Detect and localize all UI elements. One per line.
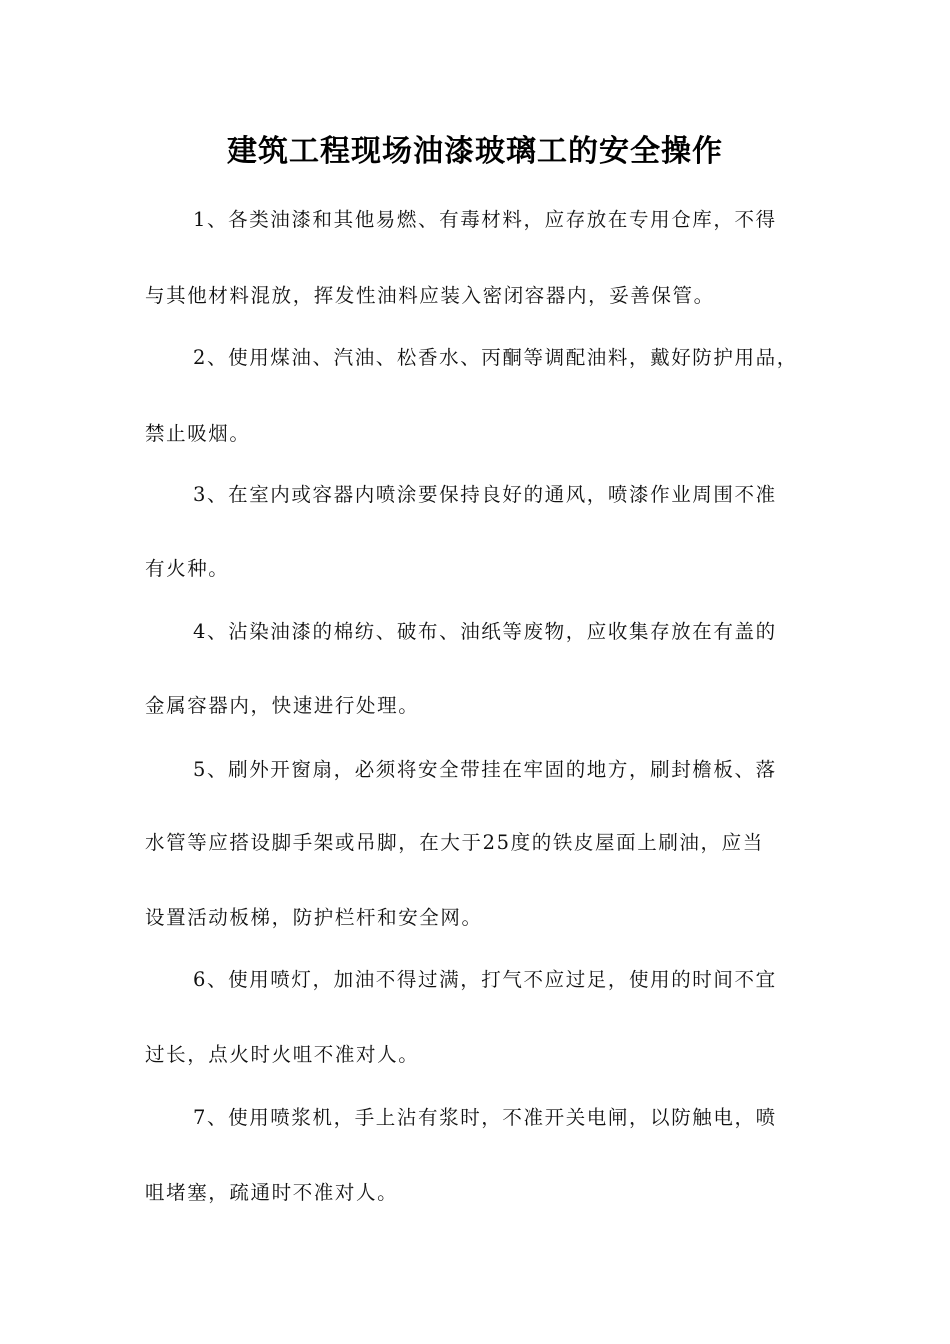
paragraph-1-line-2: 与其他材料混放，挥发性油料应装入密闭容器内，妥善保管。	[145, 284, 715, 307]
paragraph-1-line-1: 1、各类油漆和其他易燃、有毒材料，应存放在专用仓库，不得	[193, 208, 777, 231]
paragraph-3-line-1: 3、在室内或容器内喷涂要保持良好的通风，喷漆作业周围不准	[193, 483, 777, 506]
paragraph-5-line-2: 水管等应搭设脚手架或吊脚，在大于25度的铁皮屋面上刷油，应当	[145, 831, 764, 854]
paragraph-6-line-2: 过长，点火时火咀不准对人。	[145, 1043, 420, 1066]
paragraph-7-line-1: 7、使用喷浆机，手上沾有浆时，不准开关电闸，以防触电，喷	[193, 1106, 777, 1129]
document-title: 建筑工程现场油漆玻璃工的安全操作	[227, 134, 723, 169]
paragraph-5-line-3: 设置活动板梯，防护栏杆和安全网。	[145, 906, 483, 929]
paragraph-3-line-2: 有火种。	[145, 557, 230, 580]
paragraph-7-line-2: 咀堵塞，疏通时不准对人。	[145, 1181, 399, 1204]
paragraph-2-line-2: 禁止吸烟。	[145, 422, 251, 445]
paragraph-4-line-1: 4、沾染油漆的棉纺、破布、油纸等废物，应收集存放在有盖的	[193, 620, 777, 643]
paragraph-6-line-1: 6、使用喷灯，加油不得过满，打气不应过足，使用的时间不宜	[193, 968, 777, 991]
paragraph-5-line-1: 5、刷外开窗扇，必须将安全带挂在牢固的地方，刷封檐板、落	[193, 758, 777, 781]
paragraph-2-line-1: 2、使用煤油、汽油、松香水、丙酮等调配油料，戴好防护用品，	[193, 346, 798, 369]
paragraph-4-line-2: 金属容器内，快速进行处理。	[145, 694, 420, 717]
